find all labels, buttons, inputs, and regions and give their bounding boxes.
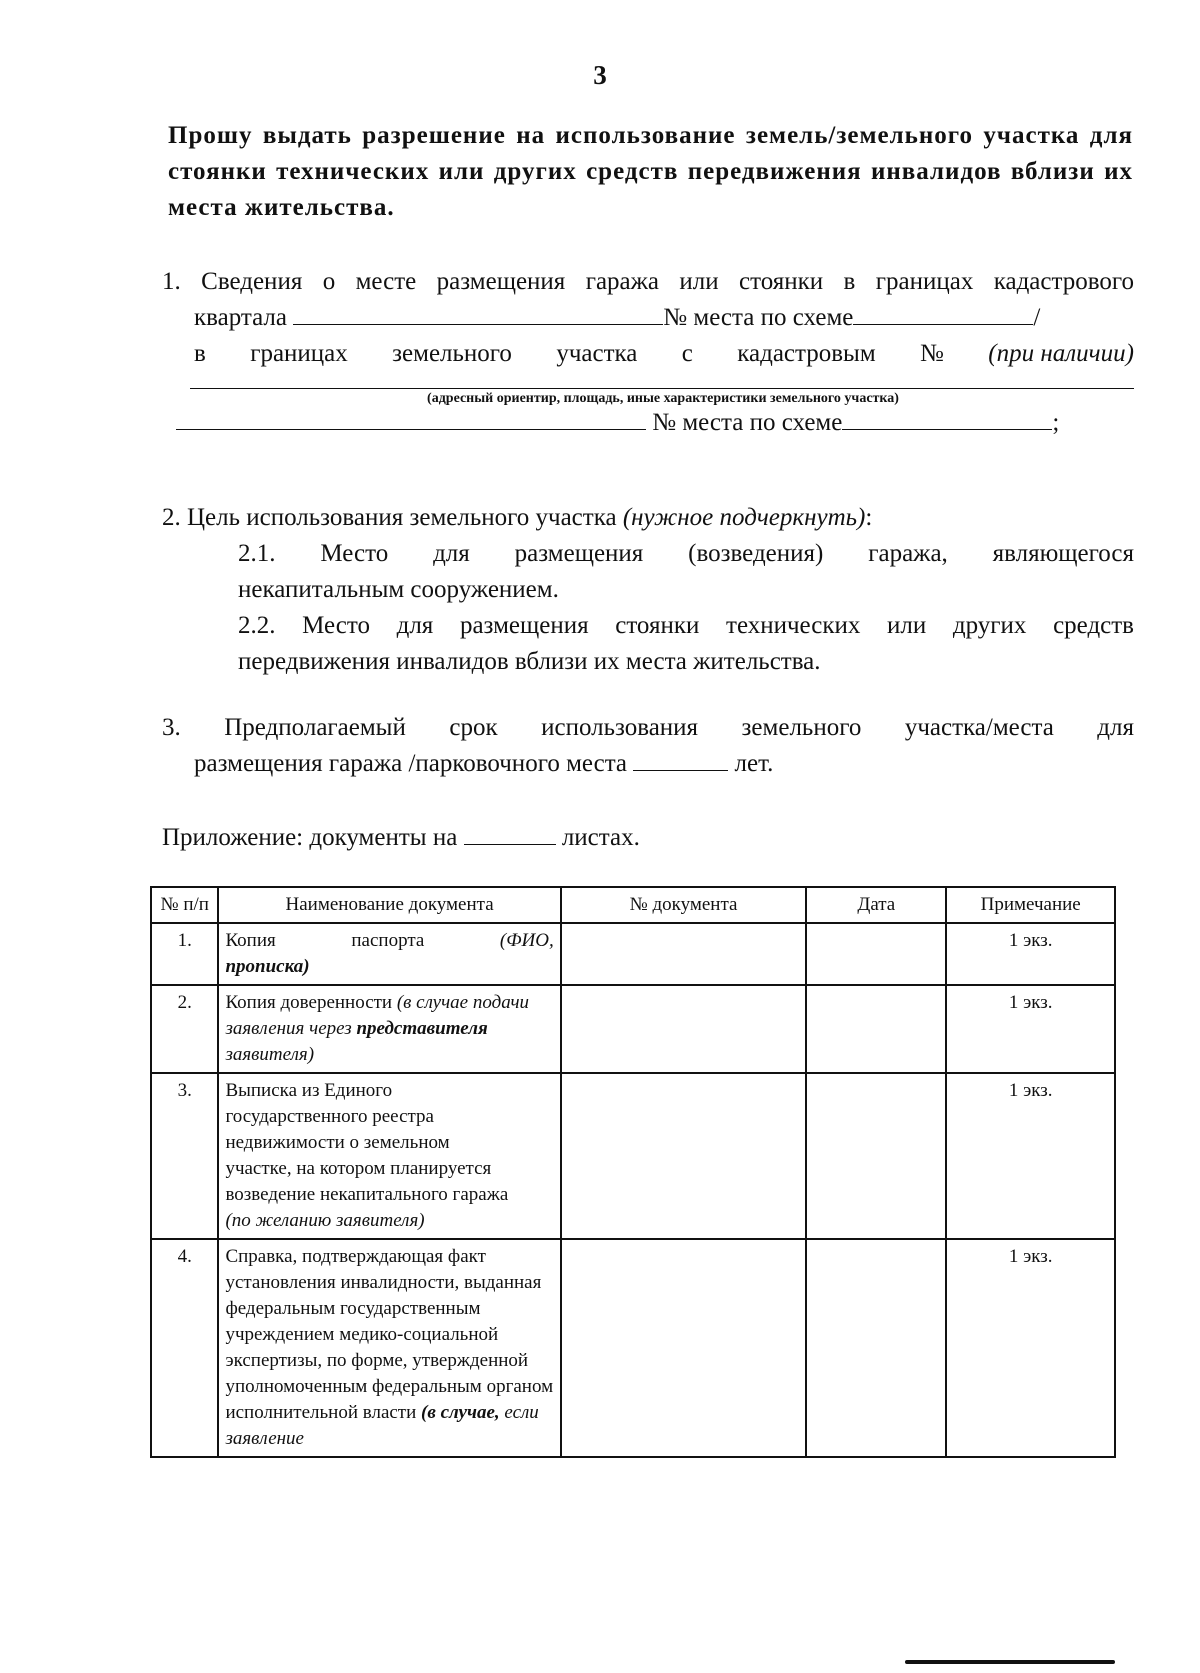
header-name: Наименование документа	[218, 887, 560, 923]
place-field-2[interactable]	[842, 407, 1052, 430]
section-2-item-1	[162, 536, 1134, 608]
section-2-title	[162, 500, 1134, 536]
item-1-line-1: 2.1. Место для размещения (возведения) гаража, являющегося	[238, 540, 1134, 567]
header-date: Дата	[806, 887, 946, 923]
place-label: № места по схеме	[663, 304, 854, 331]
sheets-field[interactable]	[464, 822, 556, 845]
row-note: 1 экз.	[946, 985, 1115, 1073]
section-3	[162, 710, 1134, 782]
table-row	[151, 923, 1115, 985]
row-name-bold-italic: представителя	[356, 1018, 488, 1039]
row-name-text: Копия паспорта	[225, 930, 500, 951]
row-doc-no[interactable]	[561, 985, 807, 1073]
within-word: в	[194, 340, 206, 367]
table-header-row	[151, 887, 1115, 923]
row-name-text: Копия доверенности	[225, 992, 397, 1013]
term-field[interactable]	[633, 748, 728, 771]
header-note: Примечание	[946, 887, 1115, 923]
row-num: 4.	[151, 1239, 218, 1457]
within-line	[162, 336, 1134, 372]
row-date[interactable]	[806, 923, 946, 985]
row-note: 1 экз.	[946, 1073, 1115, 1239]
within-word: границах	[250, 340, 348, 367]
row-doc-no[interactable]	[561, 1073, 807, 1239]
term-unit: лет.	[734, 750, 774, 777]
item-2-line-2: передвижения инвалидов вблизи их места жительства.	[238, 648, 821, 675]
row-date[interactable]	[806, 985, 946, 1073]
row-num: 3.	[151, 1073, 218, 1239]
within-word: земельного	[392, 340, 512, 367]
bottom-stroke	[905, 1660, 1115, 1664]
row-name-italic: (по желанию заявителя)	[225, 1210, 425, 1231]
table-row	[151, 985, 1115, 1073]
row-num: 1.	[151, 923, 218, 985]
request-text: Прошу выдать разрешение на использование земель/земельного участка для стоянки технических или других средств передвижения инвалидов вблизи их места жительства.	[168, 122, 1133, 221]
address-caption: (адресный ориентир, площадь, иные характеристики земельного участка)	[427, 391, 899, 406]
quarter-field[interactable]	[293, 302, 663, 325]
row-name-text: Выписка из Единого государственного реестра недвижимости о земельном участке, на котором планируется возведение некапитального гаража	[225, 1080, 509, 1205]
header-doc-no: № документа	[561, 887, 807, 923]
place-field[interactable]	[853, 302, 1033, 325]
if-available-note: (при наличии)	[988, 340, 1134, 367]
row-note: 1 экз.	[946, 923, 1115, 985]
page-number: 3	[593, 60, 607, 90]
section-2-title-text: 2. Цель использования земельного участка	[162, 504, 623, 531]
appendix-unit: листах.	[561, 824, 640, 851]
section-3-line-1: 3. Предполагаемый срок использования земельного участка/места для	[162, 714, 1134, 741]
place-label-2: № места по схеме	[652, 409, 843, 436]
row-name-italic-2: заявителя)	[225, 1044, 315, 1065]
section-3-line-2	[162, 746, 1134, 782]
item-1-line-2: некапитальным сооружением.	[238, 576, 559, 603]
quarter-line	[162, 300, 1134, 336]
table-row	[151, 1239, 1115, 1457]
section-2-note: (нужное подчеркнуть)	[622, 504, 866, 531]
row-note: 1 экз.	[946, 1239, 1115, 1457]
within-word: кадастровым	[737, 340, 876, 367]
row-num: 2.	[151, 985, 218, 1073]
row-doc-no[interactable]	[561, 923, 807, 985]
row-date[interactable]	[806, 1073, 946, 1239]
line-end: ;	[1052, 409, 1060, 436]
header-num: № п/п	[151, 887, 218, 923]
documents-table	[150, 886, 1116, 1458]
appendix-line	[162, 820, 640, 856]
row-name-text: Справка, подтверждающая факт установления инвалидности, выданная федеральным государственным учреждением медико-социальной экспертизы, по форме, утвержденной уполномоченным федеральным органом исполнительной власти	[225, 1246, 554, 1423]
row-date[interactable]	[806, 1239, 946, 1457]
row-name-bold-italic: прописка)	[225, 956, 310, 977]
appendix-label: Приложение: документы на	[162, 824, 458, 851]
quarter-label: квартала	[194, 304, 288, 331]
row-name-italic: если заявление	[225, 1402, 539, 1449]
row-name	[218, 1073, 560, 1239]
slash: /	[1033, 304, 1041, 331]
within-word: №	[920, 340, 944, 367]
within-word: с	[681, 340, 693, 367]
section-2-item-2	[162, 608, 1134, 680]
address-field-2[interactable]	[176, 407, 646, 430]
table-row	[151, 1073, 1115, 1239]
row-doc-no[interactable]	[561, 1239, 807, 1457]
place-line-2	[176, 405, 1134, 441]
section-2-colon: :	[865, 504, 873, 531]
item-2-line-1: 2.2. Место для размещения стоянки технических или других средств	[238, 612, 1134, 639]
row-name	[218, 923, 560, 985]
term-label: размещения гаража /парковочного места	[194, 750, 628, 777]
row-name-italic: (в случае подачи заявления через	[225, 992, 530, 1039]
within-word: участка	[556, 340, 638, 367]
section-1-intro: 1. Сведения о месте размещения гаража или стоянки в границах кадастрового	[162, 268, 1134, 295]
section-2	[162, 500, 1134, 680]
row-name-bold-italic: (в случае,	[421, 1402, 500, 1423]
section-1	[162, 264, 1134, 441]
row-name	[218, 985, 560, 1073]
row-name-italic: (ФИО,	[499, 930, 554, 951]
row-name	[218, 1239, 560, 1457]
